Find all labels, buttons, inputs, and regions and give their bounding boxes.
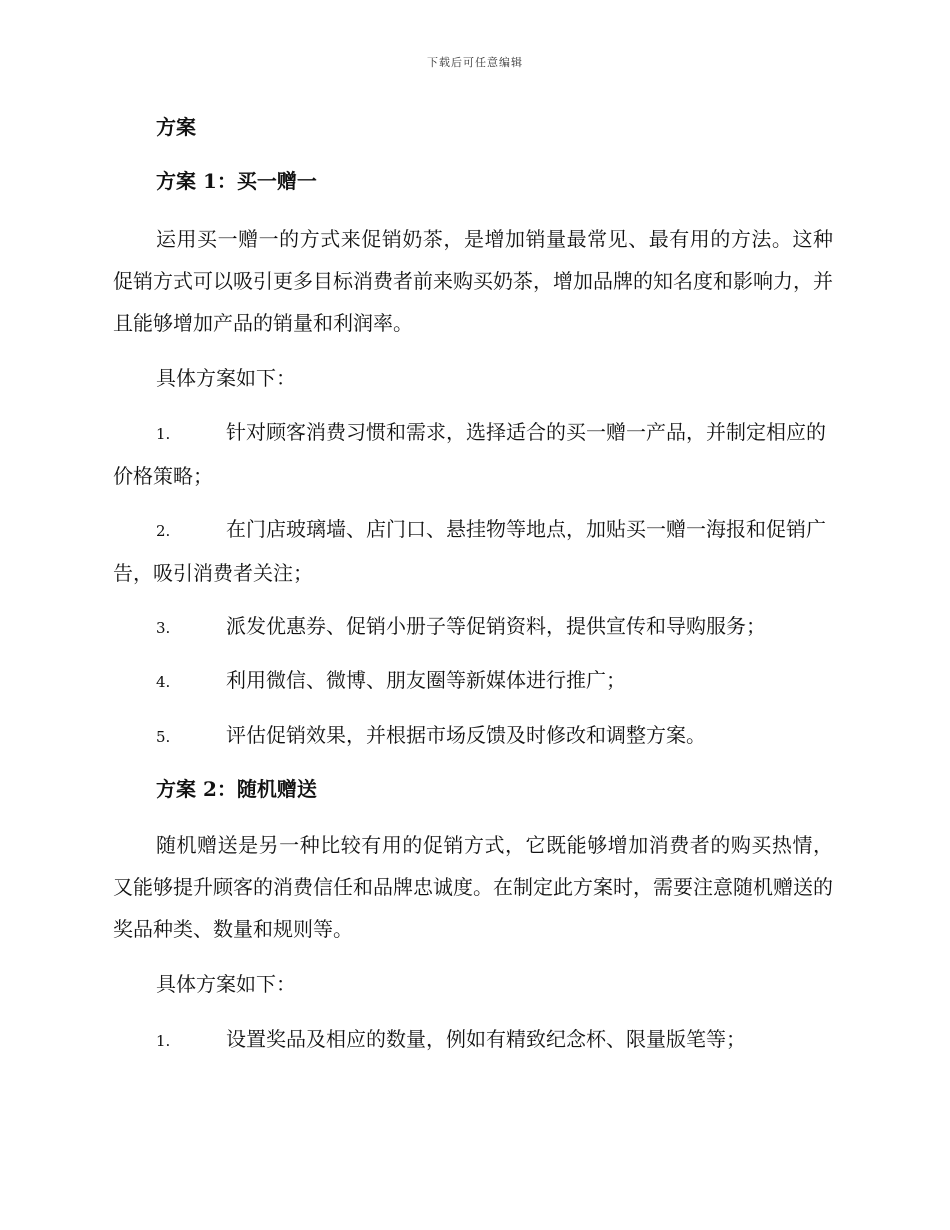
list-number: 4. [156,673,171,691]
plan1-heading: 方案 1：买一赠一 [156,169,317,193]
plan1-item-2 [113,508,833,594]
list-number: 2. [156,522,171,540]
plan1-item-4 [113,659,833,703]
list-text: 针对顾客消费习惯和需求，选择适合的买一赠一产品，并制定相应的价格策略； [113,420,826,488]
plan1-list-heading: 具体方案如下： [156,366,296,390]
plan2-list-heading: 具体方案如下： [156,972,296,996]
list-text: 在门店玻璃墙、店门口、悬挂物等地点，加贴买一赠一海报和促销广告，吸引消费者关注； [113,517,826,585]
plan2-heading: 方案 2：随机赠送 [156,777,317,801]
header-note: 下载后可任意编辑 [427,56,523,69]
list-number: 3. [156,619,171,637]
plan1-intro: 运用买一赠一的方式来促销奶茶，是增加销量最常见、最有用的方法。这种促销方式可以吸引更多目标消费者前来购买奶茶，增加品牌的知名度和影响力，并且能够增加产品的销量和利润率。 [113,227,833,335]
list-text: 设置奖品及相应的数量，例如有精致纪念杯、限量版笔等； [226,1027,746,1051]
list-text: 派发优惠券、促销小册子等促销资料，提供宣传和导购服务； [226,614,766,638]
plan1-item-3 [113,605,833,649]
list-number: 1. [156,425,171,443]
list-number: 5. [156,728,171,746]
plan1-item-5 [113,714,833,758]
list-number: 1. [156,1032,171,1050]
list-text: 利用微信、微博、朋友圈等新媒体进行推广； [226,668,626,692]
list-text: 评估促销效果，并根据市场反馈及时修改和调整方案。 [226,723,706,747]
plan2-intro: 随机赠送是另一种比较有用的促销方式，它既能够增加消费者的购买热情，又能够提升顾客的消费信任和品牌忠诚度。在制定此方案时，需要注意随机赠送的奖品种类、数量和规则等。 [113,833,833,941]
plan1-item-1 [113,411,833,497]
document-title: 方案 [156,115,196,139]
plan2-item-1 [113,1018,833,1062]
